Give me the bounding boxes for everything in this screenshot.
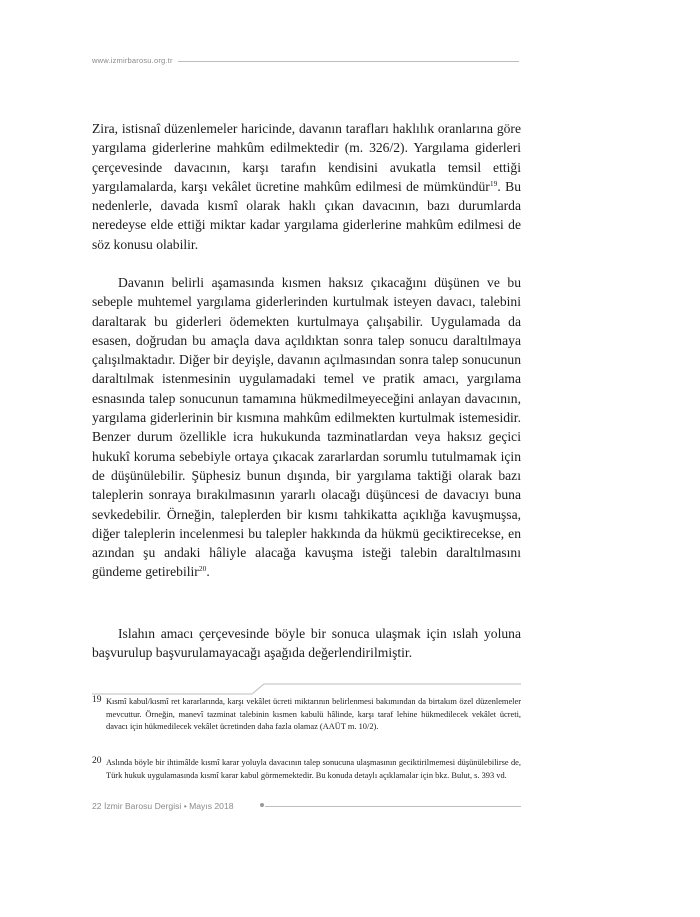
footnote-separator [92,682,521,696]
paragraph-2-text: Davanın belirli aşamasında kısmen haksız çıkacağını düşünen ve bu sebeple muhtemel yargılama giderlerinden kurtulmak isteyen davacı, talebini daraltarak bu giderleri ödemekten kurtulmaya çalışabilir. Uygulamada da esasen, doğrudan bu amaçla dava açıldıktan sonra talep sonucu daraltılmaya çalışılmaktadır. Diğer bir deyişle, davanın açılmasından sonra talep sonucunun daraltılmak istenmesinin uygulamadaki temel ve pratik amacı, yargılama esnasında talep sonucunun tamamına hükmedilmeyeceğini anlayan davacının, yargılama giderlerinin bir kısmına mahkûm edilmekten kurtulmak istemesidir. Benzer durum özellikle icra hukukunda tazminatlardan veya haksız geçici hukukî koruma sebebiyle ortaya çıkacak zararlardan sorumlu tutulmamak için de düşünülebilir. Şüphesiz bunun dışında, bir yargılama taktiği olarak bazı taleplerin sonraya bırakılmasının yararlı olacağı düşüncesi de davacıyı buna sevkedebilir. Örneğin, taleplerden bir kısmı tahkikatta açıklığa kavuşmuşsa, diğer taleplerin incelenmesi bu talepler hakkında da hükmü geciktirecekse, en azından şu andaki hâliyle alacağa kavuşma isteği talebin daraltılmasını gündeme getirebilir [92,275,521,580]
paragraph-1-text-after: . Bu nedenlerle, davada kısmî olarak haklı çıkan davacının, bazı durumlarda neredeyse elde ettiği miktar kadar yargılama giderlerine mahkûm edilmesi de söz konusu olabilir. [92,178,521,252]
header-url: www.izmirbarosu.org.tr [92,56,173,65]
footnote-text: Aslında böyle bir ihtimâlde kısmî karar yoluyla davacının talep sonucuna ulaşmasının geciktirilmemesi düşünülebilirse de, Türk hukuk uygulamasında kısmî karar kabul görmemektedir. Bu konuda detaylı açıklamalar için bkz. Bulut, s. 393 vd. [106,758,521,780]
page-footer: 22 İzmir Barosu Dergisi • Mayıs 2018 [92,801,234,811]
footnote-ref-20[interactable]: 20 [198,564,207,574]
paragraph-2-text-after: . [206,564,210,580]
footnote-number: 20 [92,756,102,766]
paragraph-3-text: Islahın amacı çerçevesinde böyle bir sonuca ulaşmak için ıslah yoluna başvurulup başvurulamayacağı aşağıda değerlendirilmiştir. [92,626,521,661]
footnote-19 [92,696,521,734]
paragraph-1-text: Zira, istisnaî düzenlemeler haricinde, davanın tarafları haklılık oranlarına göre yargılama giderlerine mahkûm edilmektedir (m. 326/2). Yargılama giderleri çerçevesinde davacının, karşı tarafın kendisini avukatla temsil ettiği yargılamalarda, karşı vekâlet ücretine mahkûm edilmesi de mümkündür [92,121,521,194]
footer-dot [260,803,264,807]
paragraph-3 [92,624,521,663]
header-rule [178,61,519,62]
paragraph-1 [92,119,521,254]
paragraph-2 [92,273,521,582]
footnote-ref-19[interactable]: 19 [489,178,498,188]
footnote-20 [92,757,521,782]
footnote-number: 19 [92,695,102,705]
footnote-text: Kısmî kabul/kısmî ret kararlarında, karşı vekâlet ücreti miktarının belirlenmesi bakımından da birtakım özel düzenlemeler mevcuttur. Örneğin, manevî tazminat talebinin kısmen kabulü hâlinde, karşı taraf lehine hükmedilecek vekâlet ücreti, davacı için hükmedilecek vekâlet ücretinden daha fazla olamaz (AAÜT m. 10/2). [106,697,521,732]
footer-rule [265,806,521,807]
